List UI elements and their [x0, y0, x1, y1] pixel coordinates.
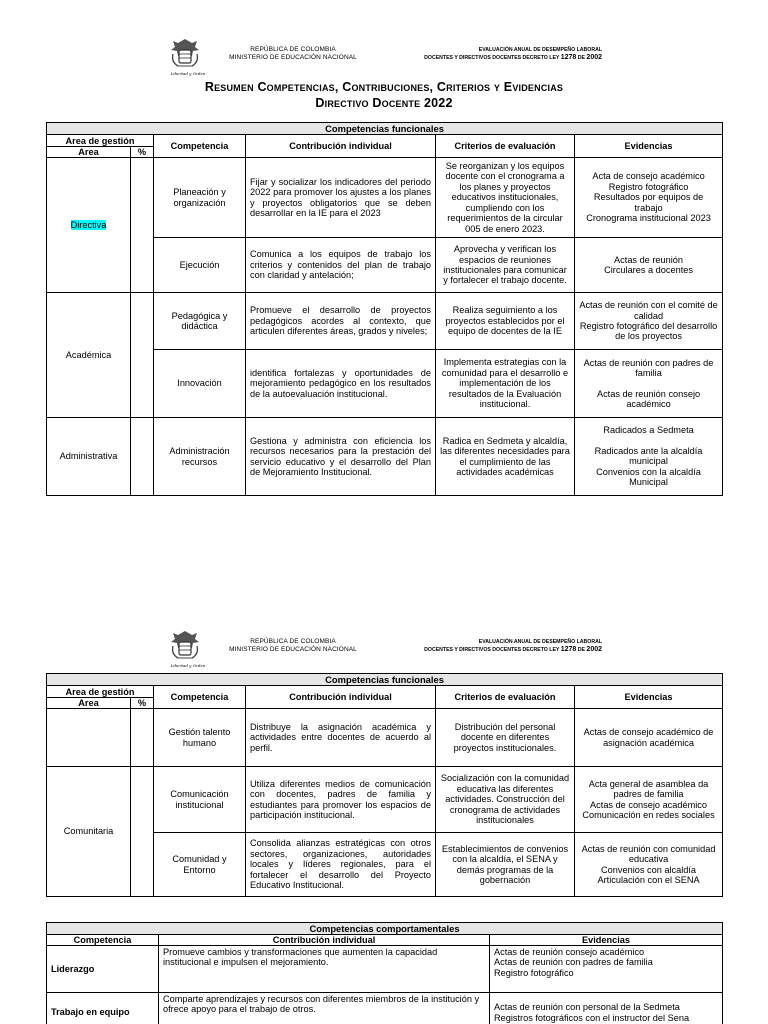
evaluation-line-2: [386, 54, 602, 62]
table-row: [47, 158, 723, 238]
evidence-line: Comunicación en redes sociales: [582, 809, 715, 820]
area-cell: Comunitaria: [47, 767, 131, 897]
area-cell: [47, 709, 131, 767]
contribution-header: Contribución individual: [246, 686, 436, 709]
criteria-cell: Radica en Sedmeta y alcaldía, las diferentes necesidades para el cumplimiento de las actividades académicas: [436, 418, 575, 496]
page-header: [0, 36, 768, 80]
area-group-header: Area de gestión: [47, 135, 154, 147]
evidence-line: Actas de reunión con personal de la Sedmeta: [494, 1002, 680, 1013]
evaluation-line-2: [386, 646, 602, 654]
table-row: [47, 293, 723, 350]
evidence-line: Radicados a Sedmeta: [603, 425, 694, 436]
evidence-cell: [575, 350, 723, 418]
evidence-line: Convenios con alcaldía: [601, 864, 697, 875]
evidence-line: Registro fotográfico: [494, 967, 574, 978]
criteria-cell: Establecimientos de convenios con la alcaldía, el SENA y demás programas de la gobernación: [436, 833, 575, 897]
criteria-cell: Realiza seguimiento a los proyectos establecidos por el equipo de docentes de la IE: [436, 293, 575, 350]
page-header-2: [0, 628, 768, 672]
functional-competencies-table-2: [46, 673, 723, 897]
evidence-line: Circulares a docentes: [604, 265, 693, 275]
evidence-cell: [575, 158, 723, 238]
evidence-spacer: [579, 436, 718, 446]
evidence-cell: [575, 418, 723, 496]
evidence-line: Registro fotográfico del desarrollo de los proyectos: [579, 321, 718, 342]
contribution-cell: Comunica a los equipos de trabajo los criterios y contenidos del plan de trabajo con claridad y antelación;: [246, 238, 436, 293]
evaluation-year: 2002: [586, 54, 602, 61]
contribution-cell: Consolida alianzas estratégicas con otros sectores, organizaciones, autoridades locales y líderes regionales, para el fortalecer el desarrollo del Proyecto Educativo Institucional.: [246, 833, 436, 897]
evidence-line: Cronograma institucional 2023: [586, 213, 711, 224]
contribution-cell: identifica fortalezas y oportunidades de mejoramiento pedagógico en los resultados de la autoevaluación institucional.: [246, 350, 436, 418]
criteria-cell: Distribución del personal docente en diferentes proyectos institucionales.: [436, 709, 575, 767]
evaluation-decree-number: 1278: [560, 646, 577, 653]
evaluation-line-1: EVALUACIÓN ANUAL DE DESEMPEÑO LABORAL: [478, 639, 602, 645]
competencia-cell: Liderazgo: [47, 946, 159, 993]
contribution-header: Contribución individual: [246, 135, 436, 158]
evaluation-decree-de: DE: [577, 55, 585, 61]
competencia-header: Competencia: [154, 135, 246, 158]
evidence-cell: [490, 993, 723, 1024]
evidence-line: Actas de reunión: [614, 254, 683, 265]
document-title-line-2: Directivo Docente 2022: [315, 96, 453, 110]
behavioral-competencies-table: [46, 922, 723, 1024]
ministry-label: MINISTERIO DE EDUCACIÓN NACIONAL: [229, 646, 357, 653]
criteria-cell: Socialización con la comunidad educativa las diferentes actividades. Construcción del cronograma de actividades institucionales: [436, 767, 575, 833]
evidence-cell: [575, 293, 723, 350]
evaluation-decree-number: 1278: [560, 54, 577, 61]
percent-cell: [131, 709, 154, 767]
functional-competencies-table-1: [46, 122, 723, 496]
ministry-heading: [226, 46, 360, 62]
competencia-header: Competencia: [154, 686, 246, 709]
area-cell: [47, 158, 131, 293]
evidence-header: Evidencias: [575, 135, 723, 158]
competencia-cell: Comunicación institucional: [154, 767, 246, 833]
competencia-cell: Trabajo en equipo: [47, 993, 159, 1024]
criteria-header: Criterios de evaluación: [436, 135, 575, 158]
competencia-cell: Planeación y organización: [154, 158, 246, 238]
area-group-header: Area de gestión: [47, 686, 154, 698]
evidence-line: Actas de consejo académico de asignación académica: [583, 727, 714, 748]
contribution-cell: Utiliza diferentes medios de comunicación con docentes, padres de familia y estudiantes para promover los espacios de participación institucional.: [246, 767, 436, 833]
contribution-cell: Gestiona y administra con eficiencia los recursos necesarios para la prestación del servicio educativo y el desarrollo del Plan de Mejoramiento Institucional.: [246, 418, 436, 496]
evaluation-decree-de: DE: [577, 647, 585, 653]
criteria-cell: Implementa estrategias con la comunidad para el desarrollo e implementación de los resultados de la Evaluación institucional.: [436, 350, 575, 418]
section-title: Competencias funcionales: [47, 674, 723, 686]
contribution-cell: Comparte aprendizajes y recursos con diferentes miembros de la institución y ofrece apoyo para el trabajo de otros.: [159, 993, 490, 1024]
percent-cell: [131, 418, 154, 496]
document-title-line-1: Resumen Competencias, Contribuciones, Criterios y Evidencias: [204, 80, 564, 94]
evidence-header: Evidencias: [490, 935, 723, 946]
contribution-cell: Distribuye la asignación académica y actividades entre docentes de acuerdo al perfil.: [246, 709, 436, 767]
evaluation-heading: [386, 47, 602, 62]
competencia-cell: Pedagógica y didáctica: [154, 293, 246, 350]
evidence-line: Actas de reunión consejo académico: [596, 388, 701, 409]
competencia-cell: Gestión talento humano: [154, 709, 246, 767]
table-row: [47, 418, 723, 496]
document-title: [0, 79, 768, 111]
percent-cell: [131, 293, 154, 418]
evaluation-decree-prefix: DOCENTES Y DIRECTIVOS DOCENTES DECRETO LEY: [424, 55, 560, 61]
table-row: [47, 709, 723, 767]
table-row: [47, 993, 723, 1024]
section-title: Competencias funcionales: [47, 123, 723, 135]
evidence-line: Articulación con el SENA: [597, 874, 700, 885]
evaluation-decree-prefix: DOCENTES Y DIRECTIVOS DOCENTES DECRETO LEY: [424, 647, 560, 653]
evidence-header: Evidencias: [575, 686, 723, 709]
criteria-cell: Se reorganizan y los equipos docente con el cronograma a los planes y proyectos educativos institucionales, cumpliendo con los requerimientos de la circular 005 de enero 2023.: [436, 158, 575, 238]
area-cell: Administrativa: [47, 418, 131, 496]
republic-label: REPÚBLICA DE COLOMBIA: [250, 638, 336, 645]
competencia-cell: Ejecución: [154, 238, 246, 293]
evidence-line: Actas de reunión consejo académico: [494, 947, 645, 957]
ministry-label: MINISTERIO DE EDUCACIÓN NACIONAL: [229, 54, 357, 61]
percent-header: %: [131, 147, 154, 158]
evidence-line: Actas de reunión con comunidad educativa: [581, 843, 716, 865]
evidence-line: Actas de reunión con padres de familia: [494, 957, 653, 968]
percent-cell: [131, 767, 154, 897]
contribution-cell: Promueve el desarrollo de proyectos pedagógicos acordes al contexto, que articulen diferentes áreas, grados y niveles;: [246, 293, 436, 350]
table-row: [47, 946, 723, 993]
evidence-line: Actas de reunión con el comité de calidad: [579, 300, 718, 321]
evidence-line: Acta de consejo académico: [592, 171, 705, 182]
evidence-line: Acta general de asamblea da padres de familia: [588, 778, 709, 800]
evidence-cell: [575, 709, 723, 767]
criteria-header: Criterios de evaluación: [436, 686, 575, 709]
evidence-cell: [490, 946, 723, 993]
evidence-line: Registros fotográficos con el instructor del Sena: [494, 1012, 690, 1023]
evidence-spacer: [579, 379, 718, 389]
competencia-cell: Comunidad y Entorno: [154, 833, 246, 897]
evidence-line: Actas de reunión con padres de familia: [583, 357, 714, 379]
competencia-cell: Administración recursos: [154, 418, 246, 496]
area-name: Directiva: [70, 219, 107, 230]
evidence-line: Convenios con la alcaldía Municipal: [596, 466, 701, 488]
area-header: Area: [47, 147, 131, 158]
evidence-line: Radicados ante la alcaldía municipal: [594, 445, 703, 467]
percent-cell: [131, 158, 154, 293]
percent-header: %: [131, 698, 154, 709]
area-cell: Académica: [47, 293, 131, 418]
evaluation-line-1: EVALUACIÓN ANUAL DE DESEMPEÑO LABORAL: [478, 47, 602, 53]
area-header: Area: [47, 698, 131, 709]
contribution-cell: Fijar y socializar los indicadores del periodo 2022 para promover los ajustes a los planes y proyectos obligatorios que se deben desarrollar en la IE para el 2023: [246, 158, 436, 238]
evidence-line: Registro fotográfico: [608, 181, 689, 192]
table-row: [47, 767, 723, 833]
evidence-cell: [575, 833, 723, 897]
evidence-cell: [575, 767, 723, 833]
seal-motto: Libertad y Orden: [170, 71, 206, 76]
criteria-cell: Aprovecha y verifican los espacios de reuniones institucionales para comunicar y fortalecer el trabajo docente.: [436, 238, 575, 293]
evidence-line: Resultados por equipos de trabajo: [593, 192, 704, 213]
republic-label: REPÚBLICA DE COLOMBIA: [250, 46, 336, 53]
evidence-cell: [575, 238, 723, 293]
section-title: Competencias comportamentales: [47, 923, 723, 935]
evidence-line: Actas de consejo académico: [590, 799, 707, 810]
evaluation-year: 2002: [586, 646, 602, 653]
contribution-cell: Promueve cambios y transformaciones que aumenten la capacidad institucional e impulsen el mejoramiento.: [159, 946, 490, 993]
competencia-cell: Innovación: [154, 350, 246, 418]
seal-motto: Libertad y Orden: [170, 663, 206, 668]
evaluation-heading: [386, 639, 602, 654]
contribution-header: Contribución individual: [159, 935, 490, 946]
competencia-header: Competencia: [47, 935, 159, 946]
ministry-heading: [226, 638, 360, 654]
